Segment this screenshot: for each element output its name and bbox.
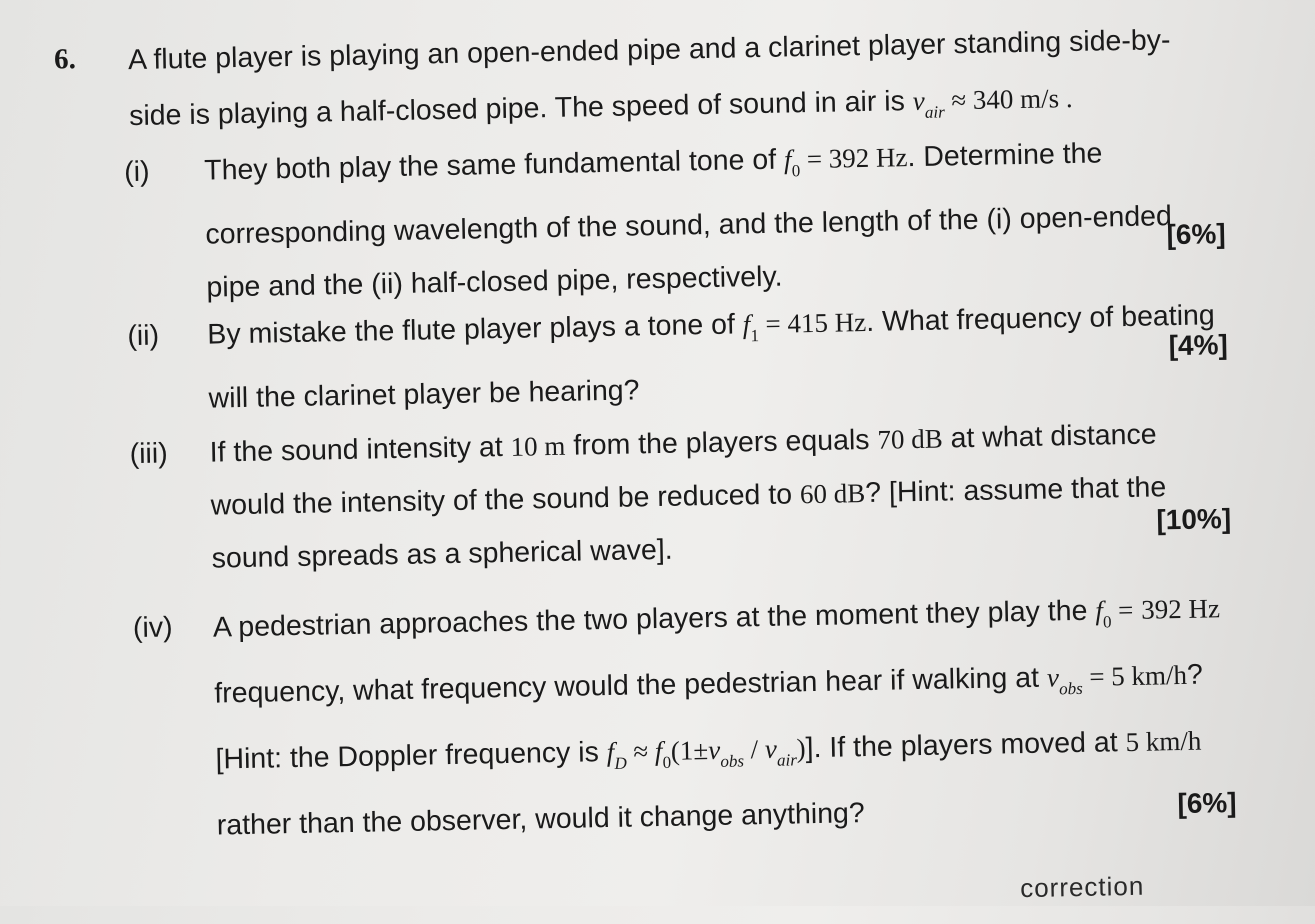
f-var: f [1095, 595, 1104, 626]
part-iii [129, 407, 1242, 588]
speed-sub: air [924, 102, 945, 122]
speed-value: 5 km/h [1125, 725, 1202, 758]
mark-badge: [4%] [1168, 329, 1229, 362]
part-text [212, 581, 1227, 852]
question-number: 6. [53, 43, 77, 76]
doppler-v-obs: v [707, 734, 721, 766]
f-sub: 0 [791, 161, 801, 181]
mark-badge: [6%] [1177, 786, 1237, 820]
part-text-a: They both play the same fundamental tone of [203, 143, 785, 187]
distance-value: 10 m [510, 430, 566, 462]
part-label: (iii) [129, 437, 168, 471]
part-label: (iv) [132, 611, 173, 645]
doppler-close: ) [796, 733, 806, 764]
doppler-v-air: v [764, 733, 778, 765]
doppler-v-air-sub: air [776, 750, 798, 770]
f-value: = 392 Hz [799, 142, 908, 175]
part-text [207, 289, 1219, 425]
intro-text: A flute player is playing an open-ended pipe and a clarinet player standing side-by-side is playing a half-closed pipe. The speed of sound in air is [127, 24, 1171, 133]
f-value: = 415 Hz [758, 306, 867, 340]
doppler-f0: f [654, 735, 663, 767]
part-text [209, 407, 1222, 585]
mark-badge: [6%] [1166, 218, 1226, 251]
part-text-b: from the players equals [565, 423, 878, 462]
doppler-f-sub: D [614, 753, 627, 773]
f-var: f [742, 309, 751, 340]
doppler-approx: ≈ [626, 736, 656, 767]
part-text-a: A pedestrian approaches the two players at the moment they play the [212, 594, 1096, 644]
part-text [204, 125, 1217, 314]
doppler-f: f [606, 736, 615, 768]
part-label: (i) [123, 155, 150, 189]
reduced-intensity-value: 60 dB [799, 478, 866, 510]
part-text-d: ? [Hint: assume that the sound spreads as a spherical wave]. [211, 471, 1167, 575]
part-text-b: . What frequency of beating will the clarinet player be hearing? [208, 299, 1215, 415]
part-text-d: ]. If the players moved at [805, 726, 1126, 765]
v-obs-sub: obs [1058, 678, 1083, 699]
part-ii [127, 289, 1239, 420]
mark-badge: [10%] [1156, 503, 1232, 536]
part-iv [133, 581, 1248, 882]
part-label: (ii) [127, 319, 160, 353]
part-text-b: . Determine the corresponding wavelength of the sound, and the length of the (i) open-ended pipe and the (ii) half-closed pipe, respectively. [205, 137, 1173, 304]
doppler-v-obs-sub: obs [720, 751, 745, 771]
v-obs-var: v [1046, 662, 1060, 693]
cut-off-footer-text: correction [1019, 870, 1145, 904]
part-text-b: frequency, what frequency would the pedestrian hear if walking at [213, 661, 1040, 710]
part-text-c: at what distance would the intensity of the sound be reduced to [210, 418, 1157, 522]
doppler-formula [606, 732, 806, 773]
f-equals: = [1111, 594, 1134, 626]
part-text-a: By mistake the flute player plays a tone of [207, 308, 744, 351]
part-text-c: ? [Hint: the Doppler frequency is [215, 658, 1204, 776]
v-obs-value: = 5 km/h [1082, 659, 1188, 692]
part-i [124, 125, 1237, 306]
part-text-a: If the sound intensity at [209, 430, 511, 469]
intensity-value: 70 dB [877, 423, 943, 455]
speed-value: ≈ 340 m/s . [944, 82, 1073, 116]
doppler-paren: (1± [670, 735, 709, 766]
f-var: f [783, 144, 792, 175]
f-sub: 1 [750, 326, 760, 346]
speed-var: v [912, 85, 926, 117]
doppler-f0-sub: 0 [662, 752, 672, 772]
f-value: 392 Hz [1140, 593, 1221, 625]
part-text-e: rather than the observer, would it change anything? [216, 797, 866, 842]
f-sub: 0 [1102, 612, 1112, 632]
doppler-slash: / [743, 734, 766, 765]
